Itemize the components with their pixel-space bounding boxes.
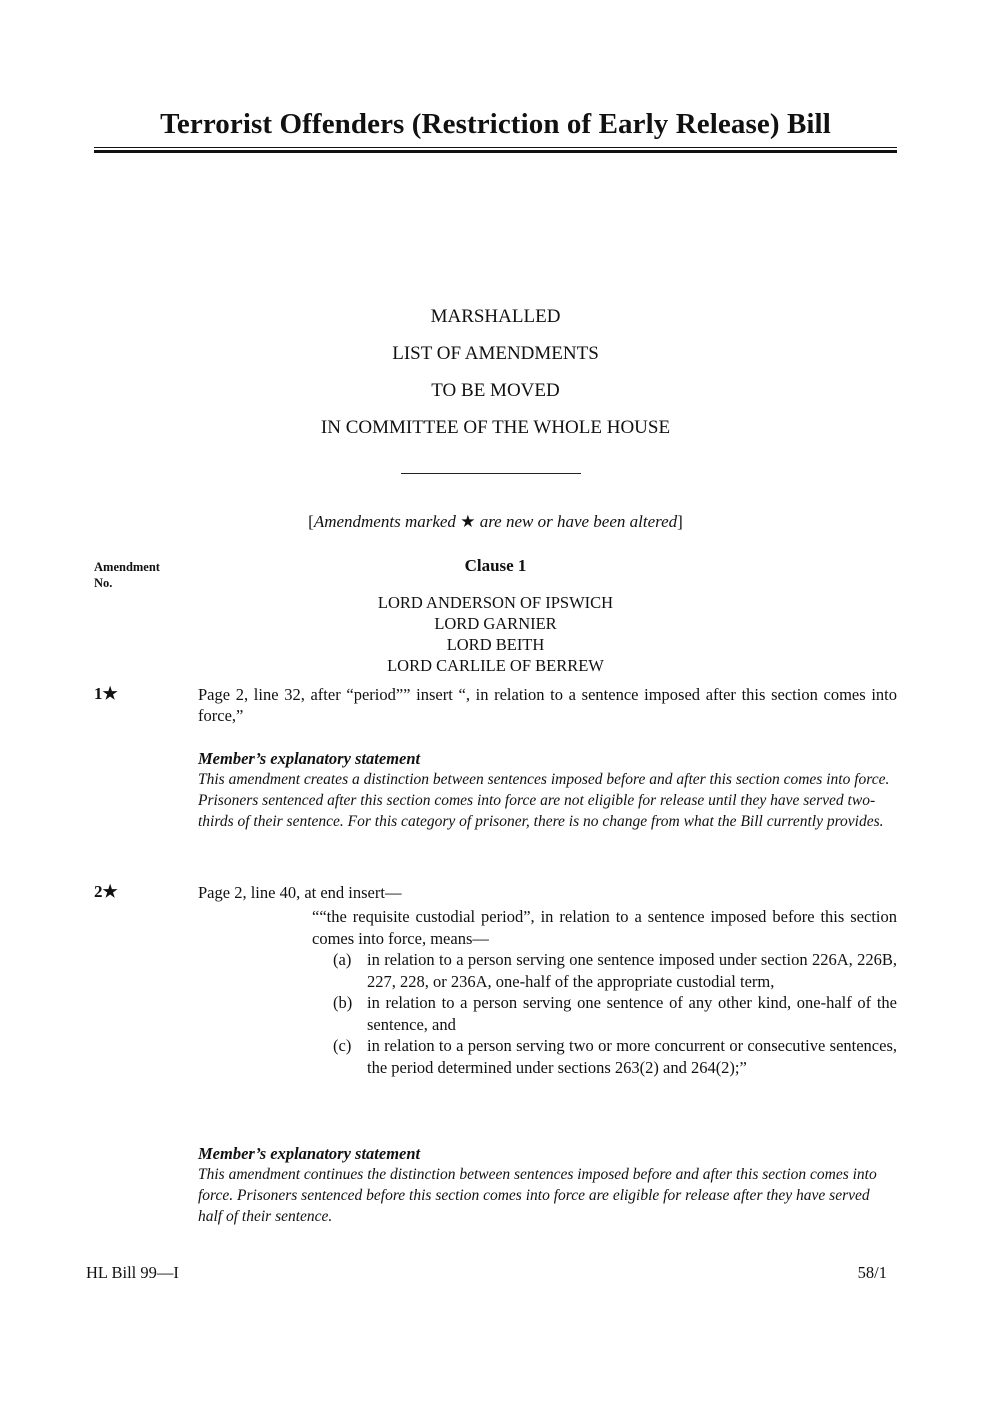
- amendment-header-line2: No.: [94, 576, 113, 590]
- explanatory-statement-text: This amendment continues the distinction between sentences imposed before and after this section comes into force. Prisoners sentenced before this section comes into force are eligible for release after they have served half of their sentence.: [198, 1166, 877, 1225]
- note-close-bracket: ]: [677, 512, 683, 531]
- sponsor-name: LORD GARNIER: [434, 614, 557, 633]
- inserted-definition-intro: ““the requisite custodial period”, in relation to a sentence imposed before this section comes into force, means—: [312, 907, 897, 948]
- star-icon: ★: [460, 512, 476, 531]
- sponsor-list: [94, 592, 897, 676]
- inserted-paragraph-b: [333, 992, 897, 1035]
- sponsor-name: LORD CARLILE OF BERREW: [387, 656, 604, 675]
- heading-marshalled: MARSHALLED: [430, 306, 561, 327]
- page-reference: 58/1: [857, 1263, 887, 1282]
- paragraph-text: in relation to a person serving two or more concurrent or consecutive sentences, the period determined under sections 263(2) and 264(2);”: [367, 1036, 897, 1077]
- title-rule-thin: [94, 147, 897, 148]
- inserted-paragraph-c: [333, 1035, 897, 1078]
- amendment-1-number: 1★: [94, 684, 118, 703]
- amendment-2-inserted-text: [312, 906, 897, 1078]
- amendment-1-text: Page 2, line 32, after “period”” insert “, in relation to a sentence imposed after this section comes into force,”: [198, 685, 897, 725]
- title-rule-thick: [94, 150, 897, 153]
- bill-reference: HL Bill 99—I: [86, 1263, 179, 1282]
- explanatory-statement-title: Member’s explanatory statement: [198, 749, 421, 768]
- bill-title: Terrorist Offenders (Restriction of Early Release) Bill: [160, 108, 831, 140]
- sponsor-name: LORD ANDERSON OF IPSWICH: [377, 593, 614, 612]
- paragraph-label: (c): [333, 1036, 352, 1055]
- amendment-2-number: 2★: [94, 882, 118, 901]
- inserted-paragraph-a: [333, 949, 897, 992]
- note-text-after: are new or have been altered: [475, 512, 678, 531]
- clause-heading: Clause 1: [464, 556, 527, 575]
- paragraph-text: in relation to a person serving one sentence of any other kind, one-half of the sentence, and: [367, 993, 897, 1034]
- explanatory-statement-title: Member’s explanatory statement: [198, 1144, 421, 1163]
- amendment-2-explanatory-statement: [198, 1143, 897, 1227]
- heading-committee: IN COMMITTEE OF THE WHOLE HOUSE: [320, 417, 671, 438]
- paragraph-text: in relation to a person serving one sentence imposed under section 226A, 226B, 227, 228, or 236A, one-half of the appropriate custodial term,: [367, 950, 897, 991]
- section-divider: [401, 473, 581, 474]
- heading-to-be-moved: TO BE MOVED: [431, 380, 560, 401]
- amendments-note: [94, 512, 897, 532]
- sponsor-name: LORD BEITH: [446, 635, 545, 654]
- note-open-bracket: [: [308, 512, 314, 531]
- amendment-2-text: Page 2, line 40, at end insert—: [198, 883, 402, 902]
- note-text-before: Amendments marked: [313, 512, 461, 531]
- amendment-header-line1: Amendment: [94, 560, 160, 574]
- explanatory-statement-text: This amendment creates a distinction between sentences imposed before and after this section comes into force. Prisoners sentenced after this section comes into force are not eligible for release until they have served two-thirds of their sentence. For this category of prisoner, there is no change from what the Bill currently provides.: [198, 771, 890, 830]
- paragraph-label: (a): [333, 950, 352, 969]
- heading-list-of-amendments: LIST OF AMENDMENTS: [392, 343, 599, 364]
- amendment-1-explanatory-statement: [198, 748, 897, 832]
- paragraph-label: (b): [333, 993, 353, 1012]
